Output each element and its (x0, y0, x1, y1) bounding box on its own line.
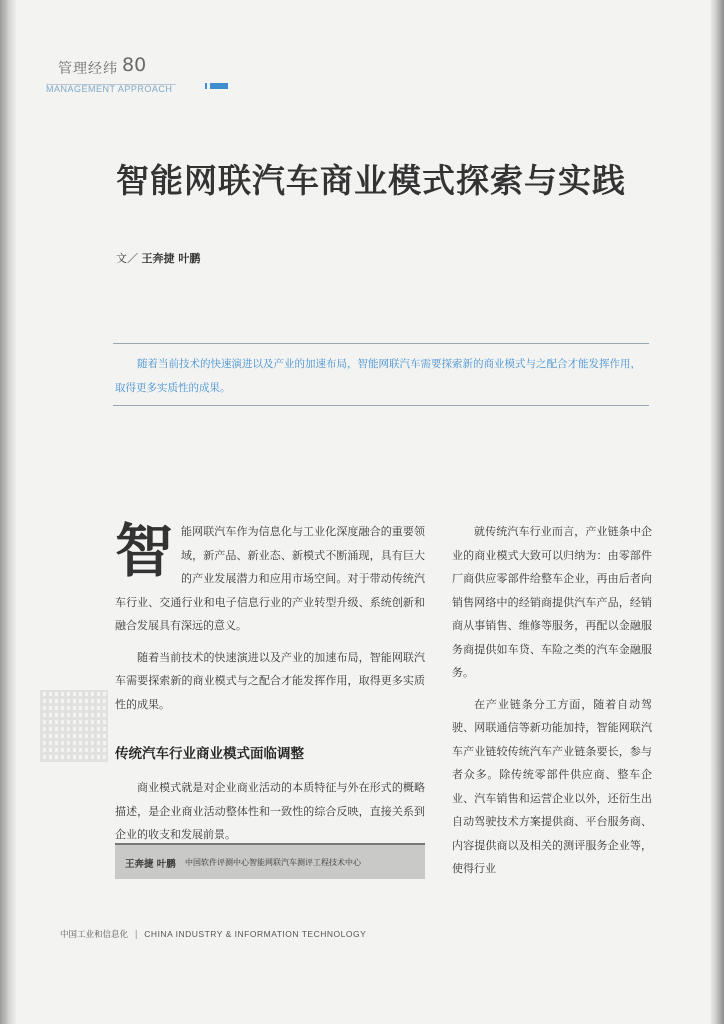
bleed-through-smudge (40, 690, 108, 762)
left-para-3: 商业模式就是对企业商业活动的本质特征与外在形式的概略描述，是企业商业活动整体性和一致性的综合反映，直接关系到企业的收支和发展前景。 (115, 781, 425, 841)
page-footer (60, 928, 366, 940)
drop-cap: 智 (115, 517, 174, 585)
scan-edge-left (0, 0, 16, 1024)
abstract-rule-top (113, 343, 649, 344)
footer-magazine-cn: 中国工业和信息化 (60, 930, 129, 940)
byline (116, 250, 200, 266)
byline-prefix: 文／ (116, 252, 138, 265)
author-bar-name: 王奔捷 叶鹏 (125, 859, 176, 870)
abstract: 随着当前技术的快速演进以及产业的加速布局，智能网联汽车需要探索新的商业模式与之配合才能发挥作用，取得更多实质性的成果。 (115, 358, 641, 394)
author-bar-affiliation: 中国软件评测中心智能网联汽车测评工程技术中心 (185, 858, 361, 867)
footer-separator: | (134, 930, 138, 940)
scan-edge-right (710, 0, 724, 1024)
section-label: 管理经纬 (58, 61, 118, 77)
footer-magazine-en: CHINA INDUSTRY & INFORMATION TECHNOLOGY (144, 929, 367, 939)
left-para-1 (115, 517, 425, 638)
abstract-rule-bottom (113, 405, 649, 406)
left-para-1-text: 能网联汽车作为信息化与工业化深度融合的重要领域，新产品、新业态、新模式不断涌现，具有巨大的产业发展潜力和应用市场空间。对于带动传统汽车行业、交通行业和电子信息行业的产业转型升级、系统创新和融合发展具有深远的意义。 (115, 525, 425, 632)
left-column (115, 517, 425, 855)
header-accent-tick (205, 83, 207, 89)
author-info-bar (115, 843, 425, 879)
section-heading: 传统汽车行业商业模式面临调整 (115, 746, 304, 762)
page-number: 80 (122, 54, 147, 76)
right-para-2: 在产业链条分工方面，随着自动驾驶、网联通信等新功能加持，智能网联汽车产业链较传统汽车产业链条要长，参与者众多。除传统零部件供应商、整车企业、汽车销售和运营企业以外，还衍生出自动驾驶技术方案提供商、平台服务商、内容提供商以及相关的测评服务企业等，使得行业 (452, 697, 652, 875)
article-title: 智能网联汽车商业模式探索与实践 (116, 161, 626, 200)
byline-authors: 王奔捷 叶鹏 (141, 252, 201, 265)
header-accent-bar (210, 83, 228, 89)
right-column (452, 520, 652, 889)
section-subtitle: MANAGEMENT APPROACH (46, 84, 173, 94)
right-para-1: 就传统汽车行业而言，产业链条中企业的商业模式大致可以归纳为：由零部件厂商供应零部件给整车企业，再由后者向销售网络中的经销商提供汽车产品，经销商从事销售、维修等服务，再配以金融服务商提供如车贷、车险之类的汽车金融服务。 (452, 525, 652, 679)
left-para-2: 随着当前技术的快速演进以及产业的加速布局，智能网联汽车需要探索新的商业模式与之配合才能发挥作用，取得更多实质性的成果。 (115, 650, 425, 711)
